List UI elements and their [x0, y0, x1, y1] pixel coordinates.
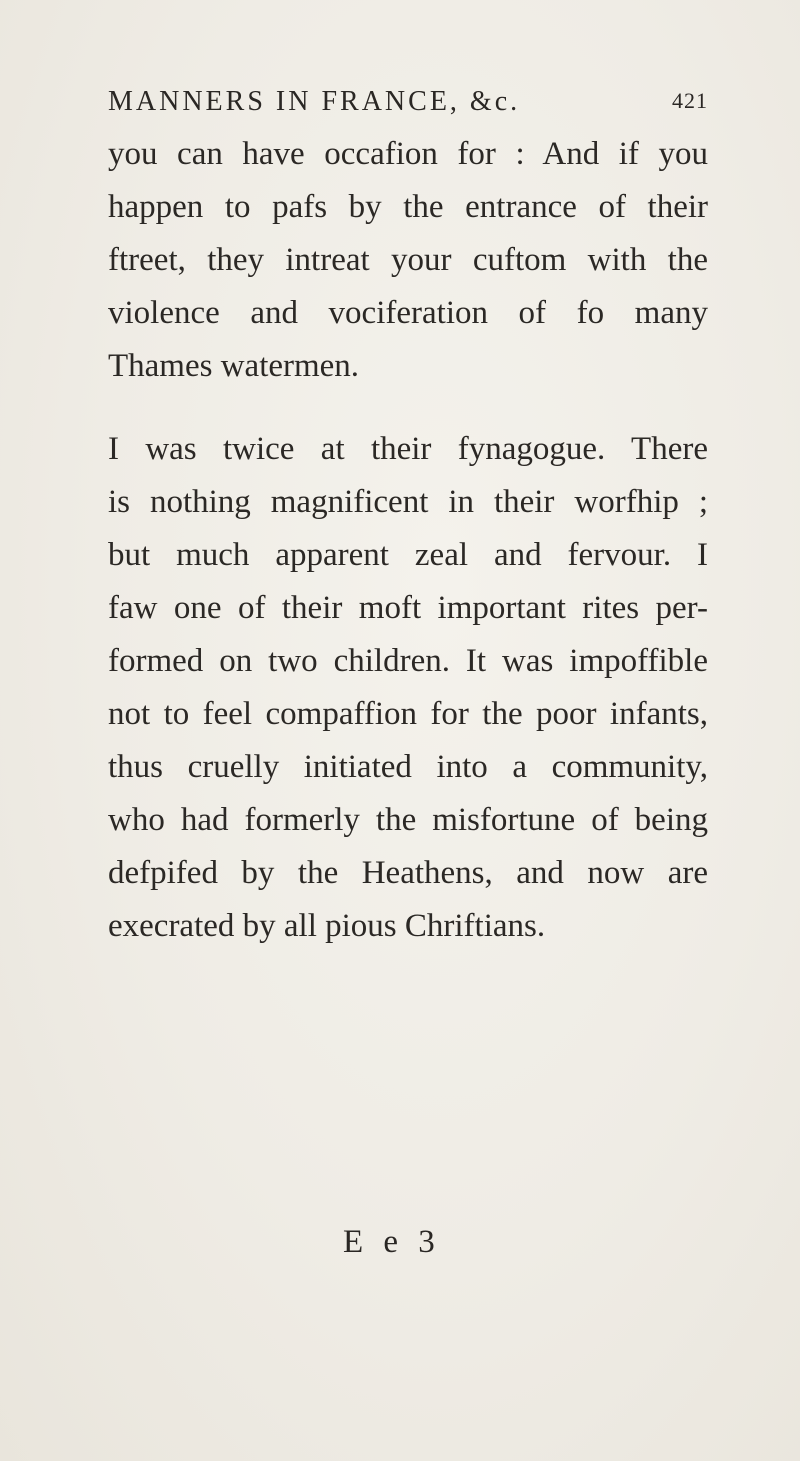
page-number: 421: [672, 88, 708, 113]
running-title: MANNERS IN FRANCE, &c.: [108, 86, 521, 117]
text-line: execrated by all pious Chriftians.: [108, 908, 546, 944]
text-line: faw one of their moft important rites per-: [108, 590, 708, 626]
paragraph-gap: [108, 393, 708, 423]
text-line: but much apparent zeal and fervour. I: [108, 537, 708, 573]
text-line: ftreet, they intreat your cuftom with the: [108, 242, 708, 278]
text-line: defpifed by the Heathens, and now are: [108, 855, 708, 891]
paragraph-1: [108, 128, 708, 393]
text-line: violence and vociferation of fo many: [108, 295, 708, 331]
text-line: not to feel compaffion for the poor infants,: [108, 696, 708, 732]
text-line: I was twice at their fynagogue. There: [108, 431, 708, 467]
text-line: thus cruelly initiated into a community,: [108, 749, 708, 785]
body-text: [108, 128, 708, 953]
text-line: formed on two children. It was impoffible: [108, 643, 708, 679]
paragraph-2: [108, 423, 708, 953]
signature-mark: E e 3: [343, 1224, 441, 1260]
text-line: you can have occafion for : And if you: [108, 136, 708, 172]
text-line: who had formerly the misfortune of being: [108, 802, 708, 838]
text-line: Thames watermen.: [108, 348, 360, 384]
text-line: happen to pafs by the entrance of their: [108, 189, 708, 225]
text-line: is nothing magnificent in their worfhip ;: [108, 484, 708, 520]
